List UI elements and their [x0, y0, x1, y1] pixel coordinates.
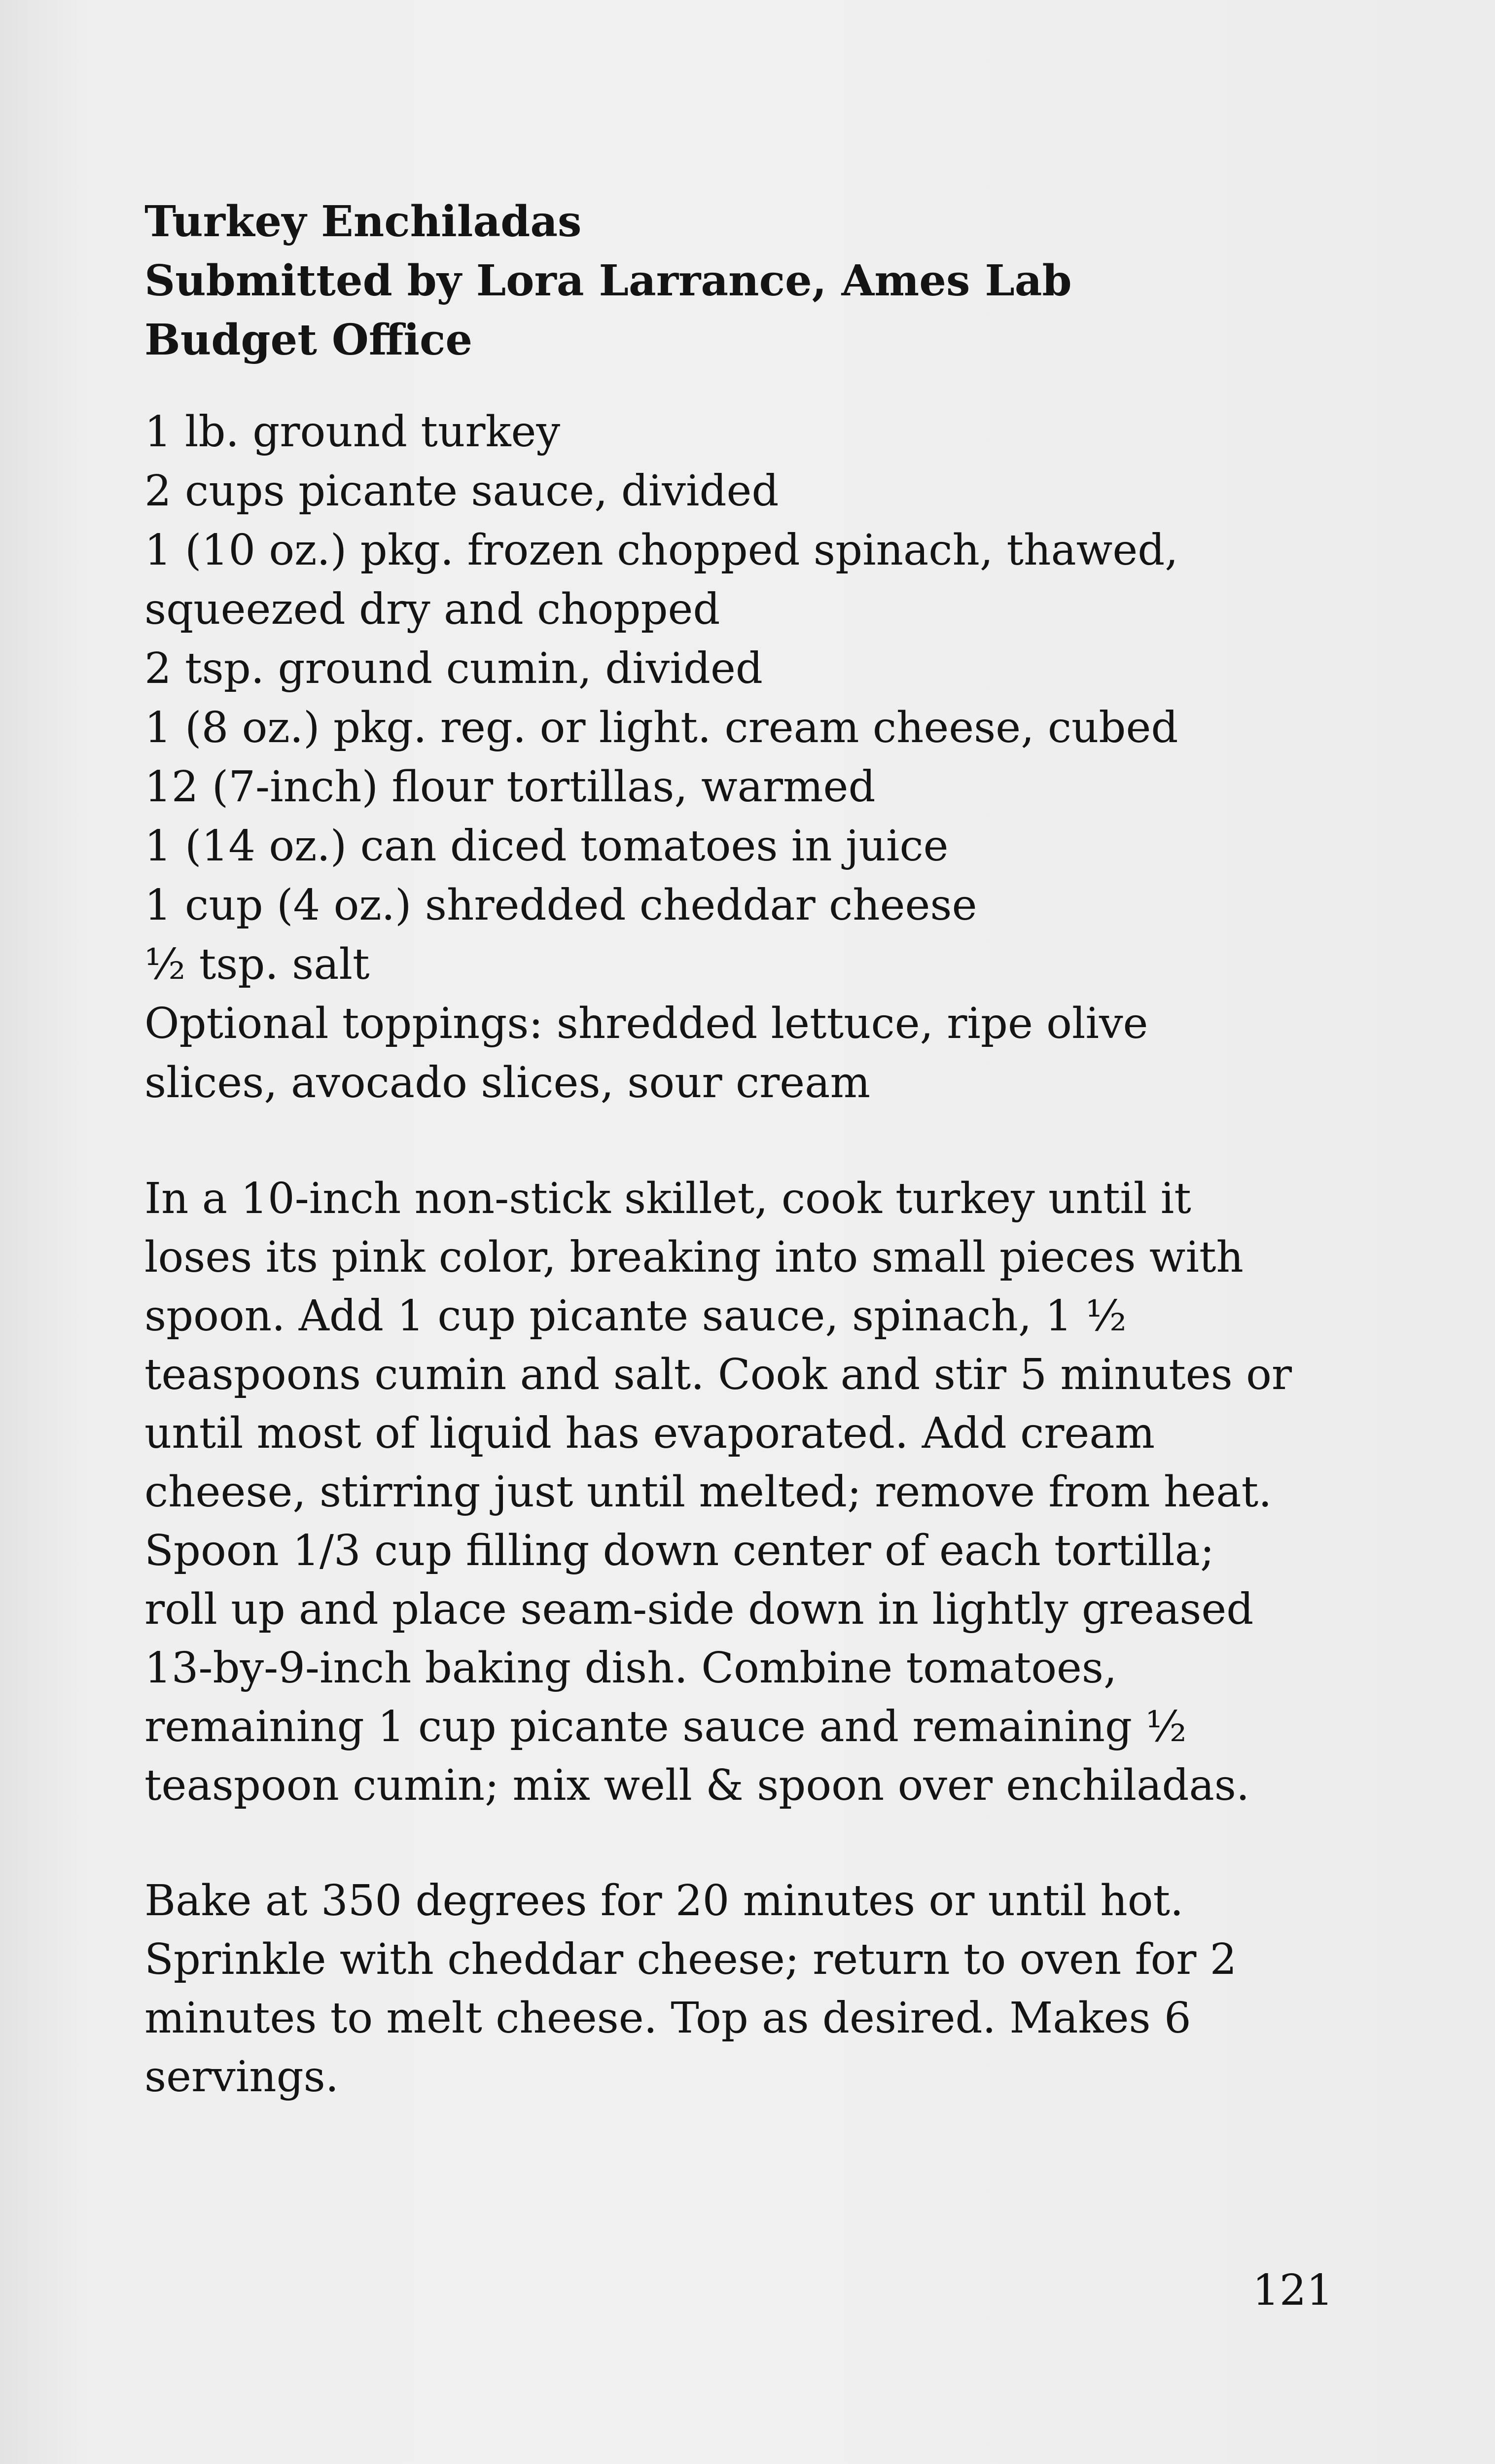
recipe-header: [144, 192, 1293, 370]
recipe-submitter: Submitted by Lora Larrance, Ames Lab: [144, 256, 1072, 306]
ingredient-item: 1 (10 oz.) pkg. frozen chopped spinach, thawed, squeezed dry and chopped: [144, 526, 1178, 634]
ingredient-item: 1 lb. ground turkey: [144, 407, 561, 457]
ingredient-item: 1 (14 oz.) can diced tomatoes in juice: [144, 821, 949, 871]
recipe-title: Turkey Enchiladas: [144, 197, 582, 247]
optional-toppings: Optional toppings: shredded lettuce, ripe olive slices, avocado slices, sour cream: [144, 999, 1148, 1107]
ingredient-item: 2 tsp. ground cumin, divided: [144, 644, 763, 693]
baking-paragraph: Bake at 350 degrees for 20 minutes or until hot. Sprinkle with cheddar cheese; return to oven for 2 minutes to melt cheese. Top as desired. Makes 6 servings.: [144, 1876, 1237, 2102]
ingredient-item: 12 (7-inch) flour tortillas, warmed: [144, 762, 876, 812]
ingredient-item: 1 (8 oz.) pkg. reg. or light. cream cheese, cubed: [144, 703, 1178, 752]
recipe-office: Budget Office: [144, 315, 473, 365]
ingredient-item: ½ tsp. salt: [144, 940, 370, 989]
ingredient-list: [144, 402, 1293, 1112]
ingredient-item: 2 cups picante sauce, divided: [144, 466, 779, 516]
directions-paragraph: In a 10-inch non-stick skillet, cook turkey until it loses its pink color, breaking into small pieces with spoon. Add 1 cup picante sauce, spinach, 1 ½ teaspoons cumin and salt. Cook and stir 5 minutes or until most of liquid has evaporated. Add cream cheese, stirring just until melted; remove from heat. Spoon 1/3 cup filling down center of each tortilla; roll up and place seam-side down in lightly greased 13-by-9-inch baking dish. Combine tomatoes, remaining 1 cup picante sauce and remaining ½ teaspoon cumin; mix well & spoon over enchiladas.: [144, 1174, 1292, 1810]
ingredient-item: 1 cup (4 oz.) shredded cheddar cheese: [144, 881, 977, 930]
recipe-content: [144, 192, 1293, 2149]
page-number: 121: [1252, 2266, 1334, 2315]
